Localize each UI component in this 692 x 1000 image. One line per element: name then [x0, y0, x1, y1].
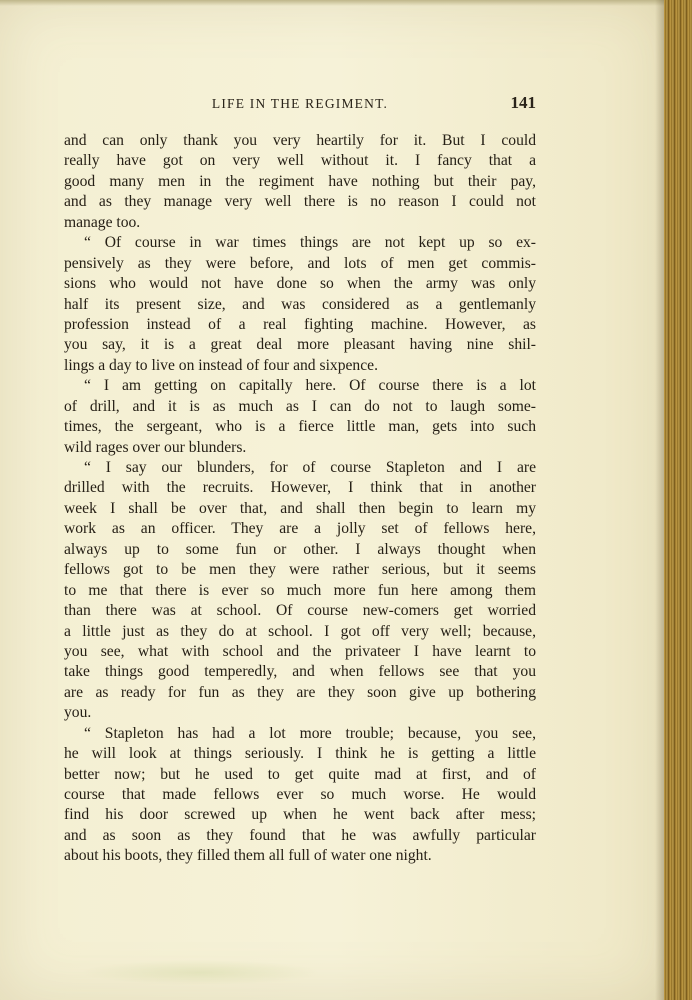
- running-title: LIFE IN THE REGIMENT.: [211, 96, 389, 111]
- text-line: and can only thank you very heartily for it. But I could: [64, 132, 536, 149]
- text-line: better now; but he used to get quite mad at first, and of: [64, 765, 536, 783]
- text-line: good many men in the regiment have nothing but their pay,: [64, 172, 536, 190]
- text-line: pensively as they were before, and lots of men get commis-: [64, 254, 536, 272]
- text-line: profession instead of a real fighting machine. However, as: [64, 315, 536, 333]
- text-line: and as they manage very well there is no reason I could not: [64, 193, 536, 211]
- text-line: you say, it is a great deal more pleasant having nine shil-: [64, 336, 536, 354]
- text-line: “ I am getting on capitally here. Of course there is a lot: [84, 377, 536, 395]
- text-line: week I shall be over that, and shall then begin to learn my: [64, 499, 536, 517]
- text-line: “ Of course in war times things are not kept up so ex-: [84, 234, 536, 252]
- text-line: drilled with the recruits. However, I think that in another: [64, 479, 536, 497]
- page-number: 141: [510, 93, 536, 112]
- text-line: work as an officer. They are a jolly set of fellows here,: [64, 520, 536, 538]
- text-line: of drill, and it is as much as I can do not to laugh some-: [64, 397, 536, 415]
- text-line: manage too.: [64, 213, 141, 231]
- running-head: [64, 93, 536, 115]
- text-line: sions who would not have done so when the army was only: [64, 275, 536, 293]
- text-line: he will look at things seriously. I think he is getting a little: [64, 745, 536, 763]
- text-line: half its present size, and was considered as a gentlemanly: [64, 295, 536, 313]
- text-line: find his door screwed up when he went back after mess;: [64, 806, 536, 824]
- text-line: “ Stapleton has had a lot more trouble; because, you see,: [84, 724, 536, 742]
- text-line: than there was at school. Of course new-comers get worried: [64, 602, 536, 620]
- text-line: lings a day to live on instead of four and sixpence.: [64, 356, 378, 374]
- text-line: wild rages over our blunders.: [64, 438, 247, 456]
- text-line: take things good temperedly, and when fellows see that you: [64, 663, 536, 681]
- page-top-edge: [0, 0, 664, 6]
- body-text: [64, 131, 536, 867]
- book-spine-edge: [664, 0, 692, 1000]
- text-line: fellows got to be men they were rather serious, but it seems: [64, 561, 536, 579]
- paper-stain: [80, 960, 320, 985]
- text-line: really have got on very well without it. I fancy that a: [64, 152, 536, 170]
- text-line: you see, what with school and the privateer I have learnt to: [64, 642, 536, 660]
- text-line: course that made fellows ever so much worse. He would: [64, 786, 536, 803]
- text-line: a little just as they do at school. I got off very well; because,: [64, 622, 536, 640]
- text-line: you.: [64, 704, 92, 722]
- text-line: about his boots, they filled them all full of water one night.: [64, 847, 432, 865]
- text-line: to me that there is ever so much more fun here among them: [64, 581, 536, 599]
- text-line: times, the sergeant, who is a fierce little man, gets into such: [64, 418, 536, 436]
- text-line: are as ready for fun as they are they soon give up bothering: [64, 683, 536, 701]
- text-line: always up to some fun or other. I always thought when: [64, 540, 536, 558]
- text-line: and as soon as they found that he was awfully particular: [64, 826, 536, 844]
- text-line: “ I say our blunders, for of course Stapleton and I are: [84, 459, 536, 476]
